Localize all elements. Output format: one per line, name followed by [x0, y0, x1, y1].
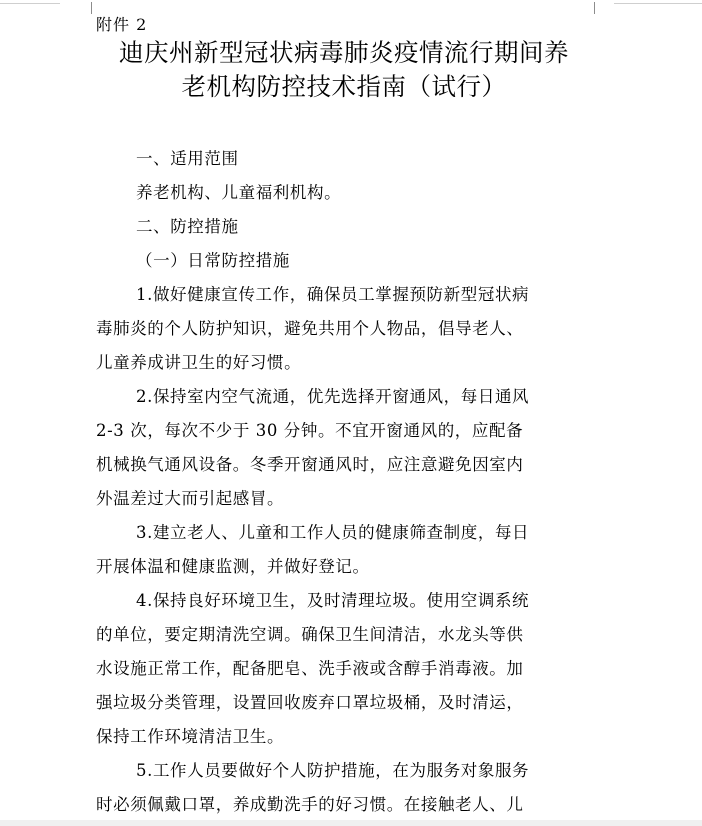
section-heading-measures: 二、防控措施	[136, 217, 239, 236]
subsection-heading-daily: （一）日常防控措施	[136, 251, 290, 270]
body-line: 2-3 次，每次不少于 30 分钟。不宜开窗通风的，应配备	[96, 421, 524, 440]
body-line: 儿童养成讲卫生的好习惯。	[96, 353, 302, 372]
body-line: 强垃圾分类管理，设置回收废弃口罩垃圾桶，及时清运，	[96, 693, 524, 712]
body-line: 2.保持室内空气流通，优先选择开窗通风，每日通风	[136, 387, 530, 406]
body-line: 机械换气通风设备。冬季开窗通风时，应注意避免因室内	[96, 455, 524, 474]
margin-mark-right-line	[614, 3, 702, 4]
attachment-label: 附件 2	[96, 15, 148, 34]
horizontal-scrollbar[interactable]	[0, 820, 702, 826]
body-line: 4.保持良好环境卫生，及时清理垃圾。使用空调系统	[136, 591, 530, 610]
body-line: 外温差过大而引起感冒。	[96, 489, 285, 508]
body-line: 开展体温和健康监测，并做好登记。	[96, 557, 370, 576]
body-line: 3.建立老人、儿童和工作人员的健康筛查制度，每日	[136, 523, 530, 542]
body-line: 水设施正常工作，配备肥皂、洗手液或含醇手消毒液。加	[96, 659, 524, 678]
body-line: 时必须佩戴口罩，养成勤洗手的好习惯。在接触老人、儿	[96, 795, 524, 814]
margin-mark-left-line	[0, 3, 60, 4]
body-line: 毒肺炎的个人防护知识，避免共用个人物品，倡导老人、	[96, 319, 524, 338]
body-line: 1.做好健康宣传工作，确保员工掌握预防新型冠状病	[136, 285, 530, 304]
document-title-line-2: 老机构防控技术指南（试行）	[181, 72, 507, 101]
body-line: 保持工作环境清洁卫生。	[96, 727, 285, 746]
body-line: 的单位，要定期清洗空调。确保卫生间清洁，水龙头等供	[96, 625, 524, 644]
margin-mark-left	[79, 2, 92, 14]
body-line: 养老机构、儿童福利机构。	[136, 183, 342, 202]
body-line: 5.工作人员要做好个人防护措施，在为服务对象服务	[136, 761, 530, 780]
section-heading-scope: 一、适用范围	[136, 149, 239, 168]
document-title-line-1: 迪庆州新型冠状病毒肺炎疫情流行期间养	[119, 38, 569, 67]
margin-mark-right	[594, 2, 607, 14]
